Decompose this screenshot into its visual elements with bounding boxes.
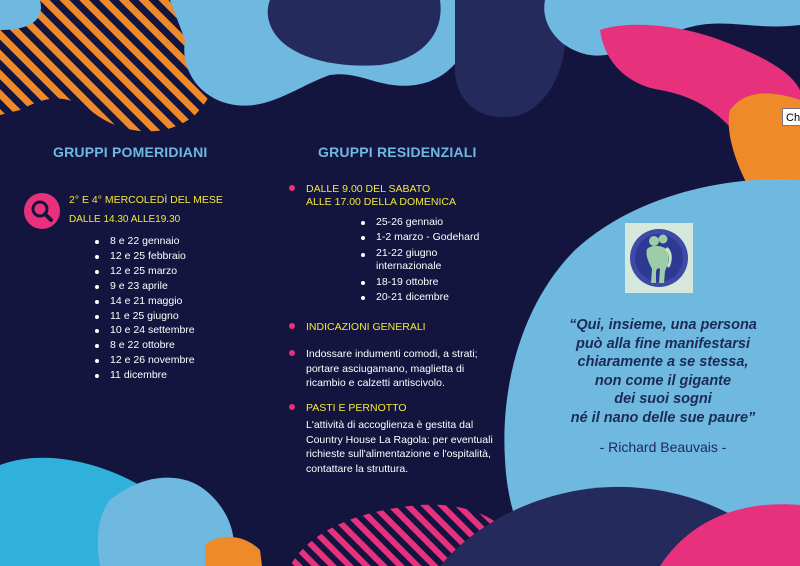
quote-line: non come il gigante <box>594 372 732 389</box>
quote-line: dei suoi sogni <box>614 391 712 407</box>
residential-schedule-start: DALLE 9.00 DEL SABATO <box>306 183 431 195</box>
list-item: 11 dicembre <box>92 368 195 383</box>
list-item: 18-19 ottobre <box>358 275 479 290</box>
list-item: 20-21 dicembre <box>358 290 479 305</box>
quote-author: - Richard Beauvais - <box>599 439 727 455</box>
list-item: 21-22 giugno <box>358 247 479 260</box>
residential-dates-list <box>358 215 479 305</box>
list-item: internazionale <box>376 259 442 272</box>
list-item: 14 e 21 maggio <box>92 294 195 309</box>
text-line: Indossare indumenti comodi, a strati; <box>306 348 478 360</box>
list-item: 11 e 25 giugno <box>92 309 195 324</box>
quote-line: “Qui, insieme, una persona <box>569 317 757 333</box>
tooltip: Ch <box>782 108 800 126</box>
general-info-title: INDICAZIONI GENERALI <box>306 321 426 333</box>
bullet-dot <box>289 323 295 329</box>
text-line: ricambio e calzetti antiscivolo. <box>306 377 445 389</box>
general-info-text <box>306 347 478 391</box>
list-item: 12 e 25 febbraio <box>92 249 195 264</box>
afternoon-schedule-hours: DALLE 14.30 ALLE19.30 <box>69 214 181 225</box>
quote-text <box>548 316 778 427</box>
list-item: 9 e 23 aprile <box>92 279 195 294</box>
list-item: 8 e 22 gennaio <box>92 234 195 249</box>
quote-line: può alla fine manifestarsi <box>575 335 751 352</box>
meals-lodging-text <box>306 418 493 476</box>
meals-lodging-title: PASTI E PERNOTTO <box>306 402 407 414</box>
search-icon <box>24 193 60 229</box>
list-item: 10 e 24 settembre <box>92 323 195 338</box>
bullet-dot <box>289 185 295 191</box>
section-title-afternoon-groups: GRUPPI POMERIDIANI <box>53 144 208 160</box>
list-item: 12 e 26 novembre <box>92 353 195 368</box>
text-line: Country House La Ragola: per eventuali <box>306 433 493 446</box>
list-item: 1-2 marzo - Godehard <box>358 230 479 245</box>
section-title-residential-groups: GRUPPI RESIDENZIALI <box>318 144 477 160</box>
residential-schedule-end: ALLE 17.00 DELLA DOMENICA <box>306 196 456 208</box>
quote-line: chiaramente a se stessa, <box>577 354 749 370</box>
bullet-dot <box>289 350 295 356</box>
list-item: 25-26 gennaio <box>358 215 479 230</box>
text-line: contattare la struttura. <box>306 462 409 475</box>
text-line: portare asciugamano, maglietta di <box>306 362 465 375</box>
list-item: 8 e 22 ottobre <box>92 338 195 353</box>
afternoon-dates-list <box>92 234 195 383</box>
embrace-logo <box>625 223 693 293</box>
text-line: L'attività di accoglienza è gestita dal <box>306 419 474 431</box>
bullet-dot <box>289 404 295 410</box>
text-line: richieste sull'alimentazione e l'ospitalità, <box>306 448 491 460</box>
quote-line: né il nano delle sue paure” <box>570 409 756 426</box>
list-item: 12 e 25 marzo <box>92 264 195 279</box>
afternoon-schedule-days: 2° E 4° MERCOLEDÌ DEL MESE <box>69 194 223 206</box>
